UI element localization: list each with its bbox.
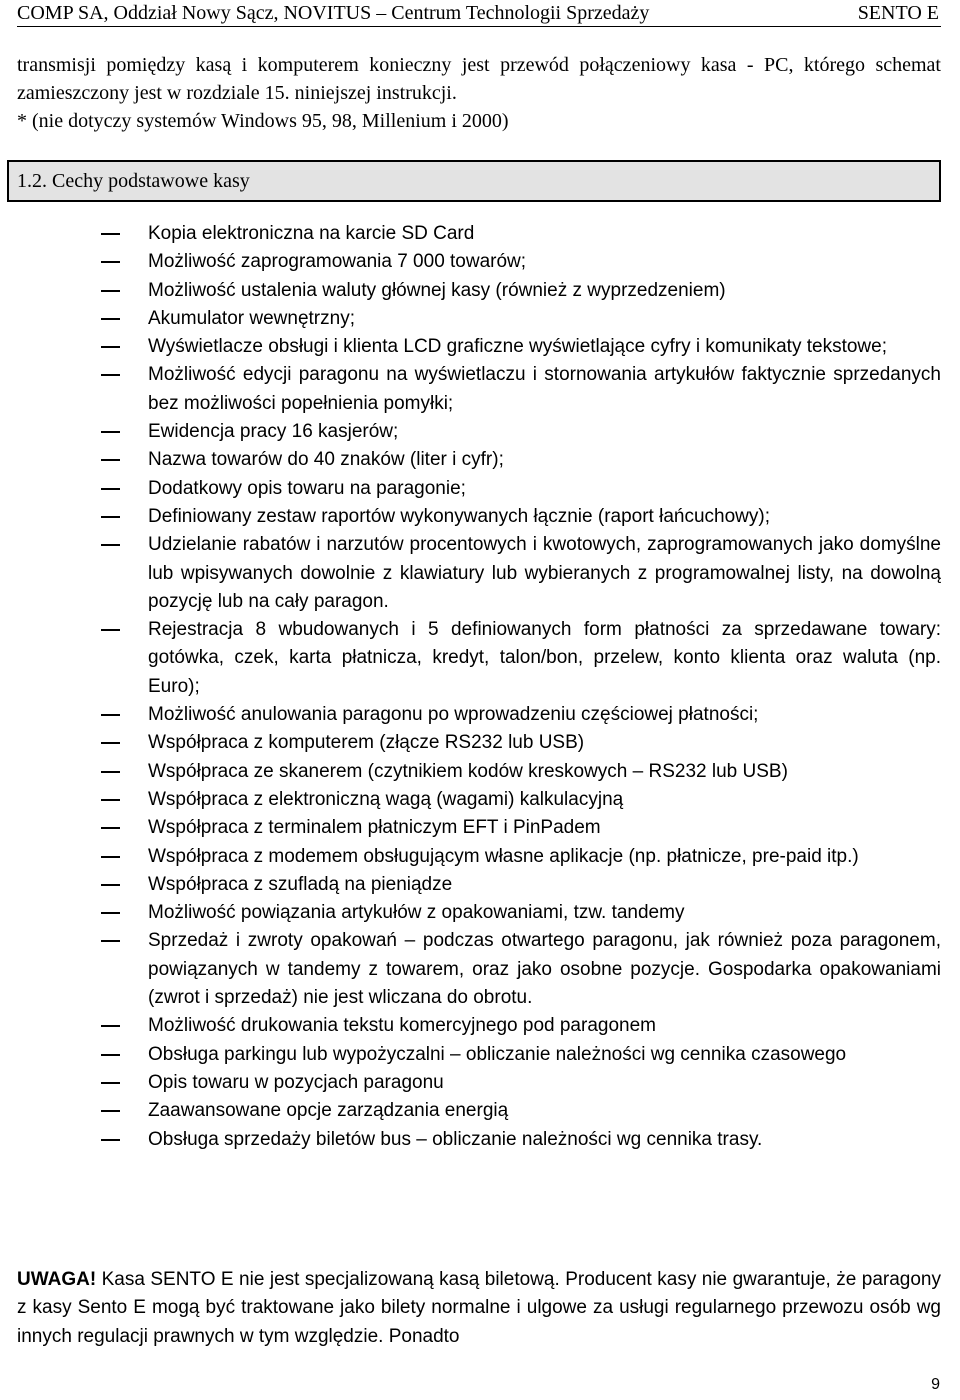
- dash-bullet-icon: [101, 1082, 120, 1084]
- intro-footnote: * (nie dotyczy systemów Windows 95, 98, Millenium i 2000): [17, 110, 509, 132]
- dash-bullet-icon: [101, 516, 120, 518]
- warning-note: [17, 1266, 941, 1351]
- list-item: [0, 305, 960, 333]
- list-item: [0, 729, 960, 757]
- page-header: [17, 0, 941, 27]
- list-item-text: Współpraca ze skanerem (czytnikiem kodów kreskowych – RS232 lub USB): [148, 760, 788, 782]
- list-item: [0, 1041, 960, 1069]
- dash-bullet-icon: [101, 261, 120, 263]
- section-title: 1.2. Cechy podstawowe kasy: [17, 170, 250, 192]
- list-item-text: Opis towaru w pozycjach paragonu: [148, 1071, 444, 1093]
- list-item-text: Udzielanie rabatów i narzutów procentowych i kwotowych, zaprogramowanych jako domyślne lub wpisywanych dowolnie z klawiatury lub wybieranych z programowalnej listy, na dowolną pozycję lub na cały paragon.: [148, 534, 941, 612]
- list-item: [0, 277, 960, 305]
- list-item-text: Obsługa sprzedaży biletów bus – obliczanie należności wg cennika trasy.: [148, 1128, 763, 1150]
- list-item-text: Współpraca z elektroniczną wagą (wagami) kalkulacyjną: [148, 788, 624, 810]
- dash-bullet-icon: [101, 884, 120, 886]
- intro-paragraph: transmisji pomiędzy kasą i komputerem konieczny jest przewód połączeniowy kasa - PC, którego schemat zamieszczony jest w rozdziale 15. niniejszej instrukcji.: [17, 54, 941, 104]
- dash-bullet-icon: [101, 799, 120, 801]
- dash-bullet-icon: [101, 1025, 120, 1027]
- dash-bullet-icon: [101, 233, 120, 235]
- dash-bullet-icon: [101, 629, 120, 631]
- dash-bullet-icon: [101, 771, 120, 773]
- dash-bullet-icon: [101, 459, 120, 461]
- list-item: [0, 786, 960, 814]
- page-number: 9: [931, 1376, 940, 1393]
- dash-bullet-icon: [101, 1110, 120, 1112]
- header-model: SENTO E: [857, 2, 939, 24]
- list-item-text: Wyświetlacze obsługi i klienta LCD graficzne wyświetlające cyfry i komunikaty tekstowe;: [148, 336, 887, 358]
- dash-bullet-icon: [101, 1054, 120, 1056]
- dash-bullet-icon: [101, 940, 120, 942]
- dash-bullet-icon: [101, 856, 120, 858]
- list-item: [0, 333, 960, 361]
- list-item-text: Definiowany zestaw raportów wykonywanych łącznie (raport łańcuchowy);: [148, 505, 770, 527]
- dash-bullet-icon: [101, 742, 120, 744]
- list-item: [0, 871, 960, 899]
- list-item: [0, 899, 960, 927]
- dash-bullet-icon: [101, 346, 120, 348]
- list-item: [0, 361, 960, 418]
- list-item-text: Możliwość powiązania artykułów z opakowaniami, tzw. tandemy: [148, 902, 685, 924]
- list-item-text: Rejestracja 8 wbudowanych i 5 definiowanych form płatności za sprzedawane towary: gotówka, czek, karta płatnicza, kredyt, talon/bon, przelew, konto klienta oraz waluta (np. Euro);: [148, 619, 941, 697]
- dash-bullet-icon: [101, 714, 120, 716]
- list-item-text: Możliwość anulowania paragonu po wprowadzeniu częściowej płatności;: [148, 704, 759, 726]
- dash-bullet-icon: [101, 488, 120, 490]
- warning-text: Kasa SENTO E nie jest specjalizowaną kasą biletową. Producent kasy nie gwarantuje, że paragony z kasy Sento E mogą być traktowane jako bilety normalne i ulgowe za usługi regularnego przewozu osób wg innych regulacji prawnych w tym względzie. Ponadto: [17, 1269, 941, 1347]
- intro-text: [17, 51, 941, 135]
- list-item: [0, 1097, 960, 1125]
- list-item: [0, 814, 960, 842]
- dash-bullet-icon: [101, 431, 120, 433]
- list-item-text: Nazwa towarów do 40 znaków (liter i cyfr);: [148, 449, 504, 471]
- list-item: [0, 1126, 960, 1154]
- list-item: [0, 418, 960, 446]
- dash-bullet-icon: [101, 290, 120, 292]
- list-item-text: Współpraca z komputerem (złącze RS232 lub USB): [148, 732, 585, 754]
- list-item-text: Akumulator wewnętrzny;: [148, 307, 355, 329]
- list-item: [0, 220, 960, 248]
- list-item-text: Możliwość ustalenia waluty głównej kasy (również z wyprzedzeniem): [148, 279, 726, 301]
- list-item-text: Obsługa parkingu lub wypożyczalni – obliczanie należności wg cennika czasowego: [148, 1043, 847, 1065]
- list-item: [0, 843, 960, 871]
- list-item-text: Współpraca z szufladą na pieniądze: [148, 873, 453, 895]
- list-item-text: Możliwość zaprogramowania 7 000 towarów;: [148, 251, 527, 273]
- list-item-text: Możliwość edycji paragonu na wyświetlaczu i stornowania artykułów faktycznie sprzedanych bez możliwości popełnienia pomyłki;: [148, 364, 941, 414]
- dash-bullet-icon: [101, 827, 120, 829]
- list-item-text: Współpraca z terminalem płatniczym EFT i PinPadem: [148, 817, 601, 839]
- list-item-text: Kopia elektroniczna na karcie SD Card: [148, 223, 475, 244]
- list-item: [0, 1069, 960, 1097]
- list-item: [0, 927, 960, 1012]
- section-heading: [7, 160, 941, 202]
- list-item-text: Dodatkowy opis towaru na paragonie;: [148, 477, 466, 499]
- list-item-text: Współpraca z modemem obsługującym własne aplikacje (np. płatnicze, pre-paid itp.): [148, 845, 859, 867]
- list-item: [0, 446, 960, 474]
- dash-bullet-icon: [101, 544, 120, 546]
- dash-bullet-icon: [101, 1139, 120, 1141]
- list-item: [0, 616, 960, 701]
- list-item: [0, 701, 960, 729]
- list-item-text: Sprzedaż i zwroty opakowań – podczas otwartego paragonu, jak również poza paragonem, powiązanych w tandemy z towarem, oraz jako osobne pozycje. Gospodarka opakowaniami (zwrot i sprzedaż) nie jest wliczana do obrotu.: [148, 930, 941, 1009]
- list-item: [0, 758, 960, 786]
- list-item-text: Możliwość drukowania tekstu komercyjnego pod paragonem: [148, 1015, 656, 1037]
- list-item: [0, 1012, 960, 1040]
- list-item: [0, 475, 960, 503]
- features-list: [0, 220, 960, 1154]
- list-item: [0, 531, 960, 616]
- dash-bullet-icon: [101, 374, 120, 376]
- list-item: [0, 248, 960, 276]
- header-title: COMP SA, Oddział Nowy Sącz, NOVITUS – Centrum Technologii Sprzedaży: [17, 2, 650, 24]
- list-item-text: Zaawansowane opcje zarządzania energią: [148, 1100, 509, 1122]
- warning-label: UWAGA!: [17, 1269, 97, 1290]
- dash-bullet-icon: [101, 318, 120, 320]
- list-item: [0, 503, 960, 531]
- list-item-text: Ewidencja pracy 16 kasjerów;: [148, 421, 399, 443]
- dash-bullet-icon: [101, 912, 120, 914]
